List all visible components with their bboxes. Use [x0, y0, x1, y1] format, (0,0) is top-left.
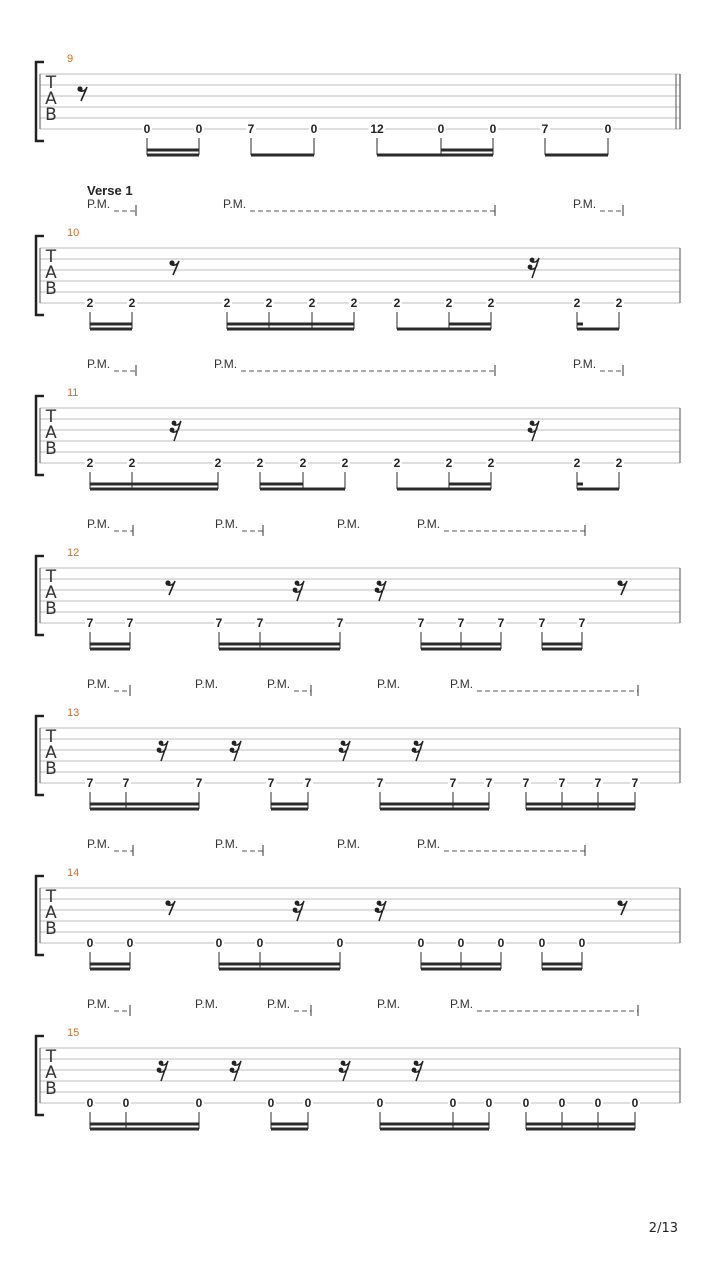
fret-number: 7	[578, 616, 586, 630]
note-beam	[397, 328, 491, 331]
sixteenth-rest	[375, 581, 386, 601]
fret-number: 7	[336, 616, 344, 630]
tab-clef-letter: T	[45, 73, 57, 93]
note-beam	[441, 149, 493, 152]
note-beam	[449, 323, 491, 326]
palm-mute-label: P.M.	[87, 357, 111, 371]
palm-mute-label: P.M.	[417, 517, 441, 531]
note-beam	[147, 154, 199, 157]
tab-clef-letter: B	[45, 919, 57, 939]
fret-number: 7	[417, 616, 425, 630]
palm-mute-label: P.M.	[215, 837, 239, 851]
fret-number: 0	[578, 936, 586, 950]
fret-number: 7	[522, 776, 530, 790]
tab-clef-letter: T	[45, 567, 57, 587]
note-beam	[545, 154, 608, 157]
palm-mute-label: P.M.	[195, 677, 219, 691]
note-beam	[90, 803, 199, 806]
fret-number: 7	[631, 776, 639, 790]
fret-number: 2	[299, 456, 307, 470]
fret-number: 7	[86, 616, 94, 630]
tab-clef-letter: T	[45, 727, 57, 747]
palm-mute-label: P.M.	[214, 357, 238, 371]
measure-number: 9	[67, 53, 74, 65]
note-beam	[271, 803, 308, 806]
note-beam	[542, 643, 582, 646]
palm-mute-label: P.M.	[87, 517, 111, 531]
sixteenth-rest	[230, 741, 241, 761]
note-beam	[227, 323, 354, 326]
note-beam	[526, 1123, 635, 1126]
fret-number: 7	[558, 776, 566, 790]
note-beam	[577, 483, 583, 486]
tab-clef-letter: A	[45, 743, 57, 763]
palm-mute-label: P.M.	[87, 197, 111, 211]
tab-system	[36, 357, 680, 491]
fret-number: 2	[573, 456, 581, 470]
palm-mute-label: P.M.	[337, 837, 361, 851]
note-beam	[577, 323, 583, 326]
fret-number: 0	[336, 936, 344, 950]
fret-number: 7	[126, 616, 134, 630]
measure-number: 11	[67, 387, 79, 399]
fret-number: 7	[304, 776, 312, 790]
fret-number: 0	[538, 936, 546, 950]
tab-system	[36, 997, 680, 1131]
sixteenth-rest	[170, 421, 181, 441]
note-beam	[542, 968, 582, 971]
fret-number: 0	[86, 1096, 94, 1110]
tab-clef-letter: A	[45, 903, 57, 923]
tab-clef-letter: B	[45, 279, 57, 299]
eighth-rest	[165, 580, 175, 595]
palm-mute-label: P.M.	[87, 677, 111, 691]
measure-number: 14	[67, 867, 80, 879]
eighth-rest	[617, 580, 627, 595]
palm-mute-label: P.M.	[267, 677, 291, 691]
fret-number: 7	[541, 122, 549, 136]
fret-number: 2	[128, 456, 136, 470]
note-beam	[90, 483, 218, 486]
palm-mute-label: P.M.	[377, 997, 401, 1011]
tab-clef-letter: T	[45, 1047, 57, 1067]
fret-number: 0	[497, 936, 505, 950]
note-beam	[90, 808, 199, 811]
note-beam	[380, 803, 489, 806]
sixteenth-rest	[412, 741, 423, 761]
note-beam	[421, 968, 501, 971]
fret-number: 0	[215, 936, 223, 950]
tab-clef-letter: T	[45, 887, 57, 907]
sixteenth-rest	[157, 1061, 168, 1081]
tab-clef-letter: B	[45, 105, 57, 125]
tab-clef-letter: B	[45, 599, 57, 619]
sixteenth-rest	[375, 901, 386, 921]
fret-number: 0	[126, 936, 134, 950]
palm-mute-label: P.M.	[195, 997, 219, 1011]
fret-number: 0	[417, 936, 425, 950]
note-beam	[90, 648, 130, 651]
note-beam	[227, 328, 354, 331]
palm-mute-label: P.M.	[87, 997, 111, 1011]
fret-number: 2	[265, 296, 273, 310]
note-beam	[397, 488, 491, 491]
fret-number: 2	[615, 296, 623, 310]
tab-clef-letter: T	[45, 247, 57, 267]
fret-number: 2	[393, 456, 401, 470]
fret-number: 7	[122, 776, 130, 790]
tab-system	[36, 517, 680, 651]
note-beam	[421, 963, 501, 966]
palm-mute-label: P.M.	[267, 997, 291, 1011]
sixteenth-rest	[293, 901, 304, 921]
note-beam	[90, 328, 132, 331]
note-beam	[421, 643, 501, 646]
palm-mute-label: P.M.	[223, 197, 247, 211]
fret-number: 2	[341, 456, 349, 470]
fret-number: 7	[215, 616, 223, 630]
fret-number: 2	[573, 296, 581, 310]
eighth-rest	[169, 260, 179, 275]
sixteenth-rest	[339, 1061, 350, 1081]
note-beam	[380, 1123, 489, 1126]
note-beam	[577, 488, 619, 491]
fret-number: 0	[195, 1096, 203, 1110]
tab-clef-letter: A	[45, 583, 57, 603]
note-beam	[542, 648, 582, 651]
tab-clef-letter: A	[45, 263, 57, 283]
fret-number: 2	[308, 296, 316, 310]
note-beam	[260, 483, 303, 486]
fret-number: 0	[376, 1096, 384, 1110]
fret-number: 0	[195, 122, 203, 136]
sixteenth-rest	[339, 741, 350, 761]
section-label: Verse 1	[87, 183, 133, 198]
fret-number: 0	[449, 1096, 457, 1110]
fret-number: 7	[538, 616, 546, 630]
note-beam	[542, 963, 582, 966]
fret-number: 0	[489, 122, 497, 136]
palm-mute-label: P.M.	[573, 357, 597, 371]
fret-number: 7	[86, 776, 94, 790]
fret-number: 2	[393, 296, 401, 310]
measure-number: 12	[67, 547, 80, 559]
palm-mute-label: P.M.	[417, 837, 441, 851]
fret-number: 2	[86, 456, 94, 470]
note-beam	[90, 968, 130, 971]
note-beam	[449, 483, 491, 486]
note-beam	[380, 808, 489, 811]
tab-clef-letter: A	[45, 423, 57, 443]
sixteenth-rest	[528, 421, 539, 441]
fret-number: 7	[457, 616, 465, 630]
note-beam	[90, 488, 218, 491]
fret-number: 7	[449, 776, 457, 790]
note-beam	[526, 803, 635, 806]
fret-number: 2	[256, 456, 264, 470]
eighth-rest	[617, 900, 627, 915]
palm-mute-label: P.M.	[377, 677, 401, 691]
fret-number: 0	[304, 1096, 312, 1110]
fret-number: 7	[195, 776, 203, 790]
tab-system	[36, 183, 680, 331]
fret-number: 2	[223, 296, 231, 310]
note-beam	[377, 154, 493, 157]
fret-number: 2	[214, 456, 222, 470]
note-beam	[380, 1128, 489, 1131]
fret-number: 2	[86, 296, 94, 310]
fret-number: 2	[445, 296, 453, 310]
tab-clef-letter: B	[45, 1079, 57, 1099]
fret-number: 0	[86, 936, 94, 950]
palm-mute-label: P.M.	[450, 997, 474, 1011]
fret-number: 7	[594, 776, 602, 790]
sixteenth-rest	[293, 581, 304, 601]
note-beam	[90, 1123, 199, 1126]
fret-number: 0	[310, 122, 318, 136]
note-beam	[219, 968, 340, 971]
page-number: 2/13	[648, 1221, 678, 1236]
fret-number: 0	[256, 936, 264, 950]
fret-number: 0	[457, 936, 465, 950]
measure-number: 13	[67, 707, 80, 719]
fret-number: 7	[247, 122, 255, 136]
fret-number: 0	[631, 1096, 639, 1110]
palm-mute-label: P.M.	[215, 517, 239, 531]
fret-number: 2	[445, 456, 453, 470]
fret-number: 7	[267, 776, 275, 790]
fret-number: 12	[370, 122, 384, 136]
note-beam	[421, 648, 501, 651]
fret-number: 0	[143, 122, 151, 136]
palm-mute-label: P.M.	[573, 197, 597, 211]
eighth-rest	[77, 86, 87, 101]
note-beam	[526, 808, 635, 811]
fret-number: 7	[497, 616, 505, 630]
note-beam	[219, 963, 340, 966]
note-beam	[526, 1128, 635, 1131]
measure-number: 15	[67, 1027, 80, 1039]
note-beam	[90, 1128, 199, 1131]
note-beam	[251, 154, 314, 157]
fret-number: 0	[122, 1096, 130, 1110]
note-beam	[260, 488, 345, 491]
note-beam	[90, 323, 132, 326]
tab-system	[36, 53, 680, 157]
palm-mute-label: P.M.	[450, 677, 474, 691]
fret-number: 7	[376, 776, 384, 790]
palm-mute-label: P.M.	[87, 837, 111, 851]
note-beam	[271, 808, 308, 811]
fret-number: 7	[485, 776, 493, 790]
tab-system	[36, 677, 680, 811]
fret-number: 0	[604, 122, 612, 136]
sixteenth-rest	[230, 1061, 241, 1081]
note-beam	[271, 1128, 308, 1131]
fret-number: 2	[487, 456, 495, 470]
fret-number: 0	[558, 1096, 566, 1110]
tab-clef-letter: T	[45, 407, 57, 427]
tab-clef-letter: B	[45, 759, 57, 779]
sixteenth-rest	[412, 1061, 423, 1081]
fret-number: 2	[615, 456, 623, 470]
measure-number: 10	[67, 227, 80, 239]
fret-number: 7	[256, 616, 264, 630]
tab-clef-letter: B	[45, 439, 57, 459]
eighth-rest	[165, 900, 175, 915]
note-beam	[577, 328, 619, 331]
sixteenth-rest	[528, 258, 539, 278]
tab-system	[36, 837, 680, 971]
fret-number: 0	[485, 1096, 493, 1110]
note-beam	[90, 963, 130, 966]
tab-clef-letter: A	[45, 1063, 57, 1083]
note-beam	[271, 1123, 308, 1126]
note-beam	[147, 149, 199, 152]
note-beam	[219, 643, 340, 646]
note-beam	[90, 643, 130, 646]
note-beam	[219, 648, 340, 651]
tab-clef-letter: A	[45, 89, 57, 109]
fret-number: 0	[522, 1096, 530, 1110]
fret-number: 2	[487, 296, 495, 310]
fret-number: 0	[267, 1096, 275, 1110]
fret-number: 2	[128, 296, 136, 310]
fret-number: 0	[437, 122, 445, 136]
palm-mute-label: P.M.	[337, 517, 361, 531]
sixteenth-rest	[157, 741, 168, 761]
fret-number: 0	[594, 1096, 602, 1110]
fret-number: 2	[350, 296, 358, 310]
